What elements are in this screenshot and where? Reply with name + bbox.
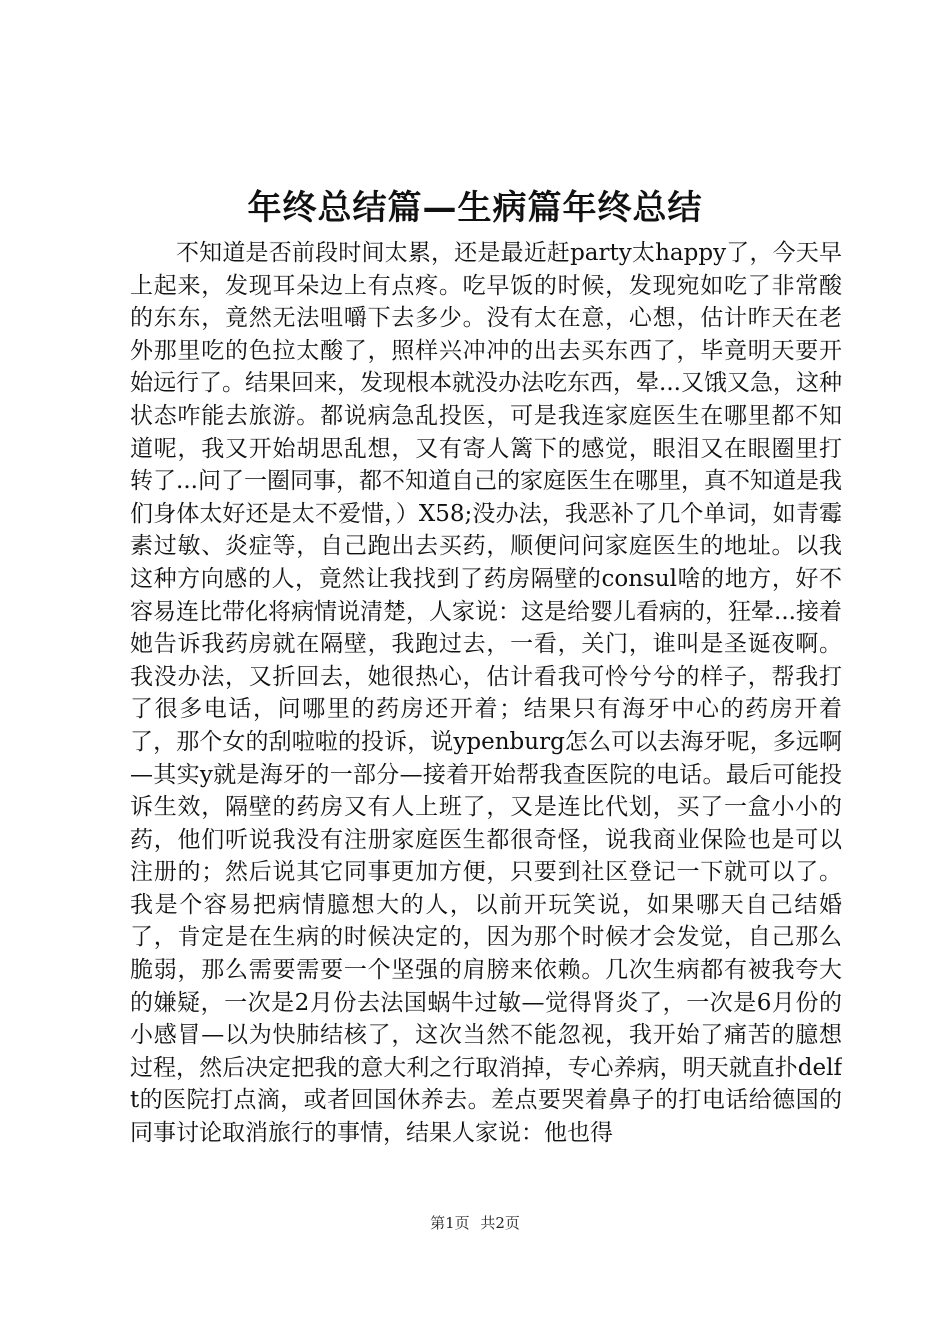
page-total: 共2页 [480,1214,520,1232]
page-number: 第1页 [430,1214,470,1232]
body-paragraph: 不知道是否前段时间太累，还是最近赶party太happy了，今天早上起来，发现耳朵边上有点疼。吃早饭的时候，发现宛如吃了非常酸的东东，竟然无法咀嚼下去多少。没有太在意，心想，估计昨天在老外那里吃的色拉太酸了，照样兴冲冲的出去买东西了，毕竟明天要开始远行了。结果回来，发现根本就没办法吃东西，晕...又饿又急，这种状态咋能去旅游。都说病急乱投医，可是我连家庭医生在哪里都不知道呢，我又开始胡思乱想，又有寄人篱下的感觉，眼泪又在眼圈里打转了...问了一圈同事，都不知道自己的家庭医生在哪里，真不知道是我们身体太好还是太不爱惜，）X58;没办法，我恶补了几个单词，如青霉素过敏、炎症等，自己跑出去买药，顺便问问家庭医生的地址。以我这种方向感的人，竟然让我找到了药房隔壁的consul啥的地方，好不容易连比带化将病情说清楚，人家说：这是给婴儿看病的，狂晕...接着她告诉我药房就在隔壁，我跑过去，一看，关门，谁叫是圣诞夜啊。我没办法，又折回去，她很热心，估计看我可怜兮兮的样子，帮我打了很多电话，问哪里的药房还开着；结果只有海牙中心的药房开着了，那个女的刮啦啦的投诉，说ypenburg怎么可以去海牙呢，多远啊—其实y就是海牙的一部分—接着开始帮我查医院的电话。最后可能投诉生效，隔壁的药房又有人上班了，又是连比代划，买了一盒小小的药，他们听说我没有注册家庭医生都很奇怪，说我商业保险也是可以注册的；然后说其它同事更加方便，只要到社区登记一下就可以了。我是个容易把病情臆想大的人，以前开玩笑说，如果哪天自己结婚了，肯定是在生病的时候决定的，因为那个时候才会发觉，自己那么脆弱，那么需要需要一个坚强的肩膀来依赖。几次生病都有被我夸大的嫌疑，一次是2月份去法国蜗牛过敏—觉得肾炎了，一次是6月份的小感冒—以为快肺结核了，这次当然不能忽视，我开始了痛苦的臆想过程，然后决定把我的意大利之行取消掉，专心养病，明天就直扑delft的医院打点滴，或者回国休养去。差点要哭着鼻子的打电话给德国的同事讨论取消旅行的事情，结果人家说：他也得 [130,240,842,1147]
page-footer [0,1212,950,1234]
document-title: 年终总结篇—生病篇年终总结 [247,188,703,228]
